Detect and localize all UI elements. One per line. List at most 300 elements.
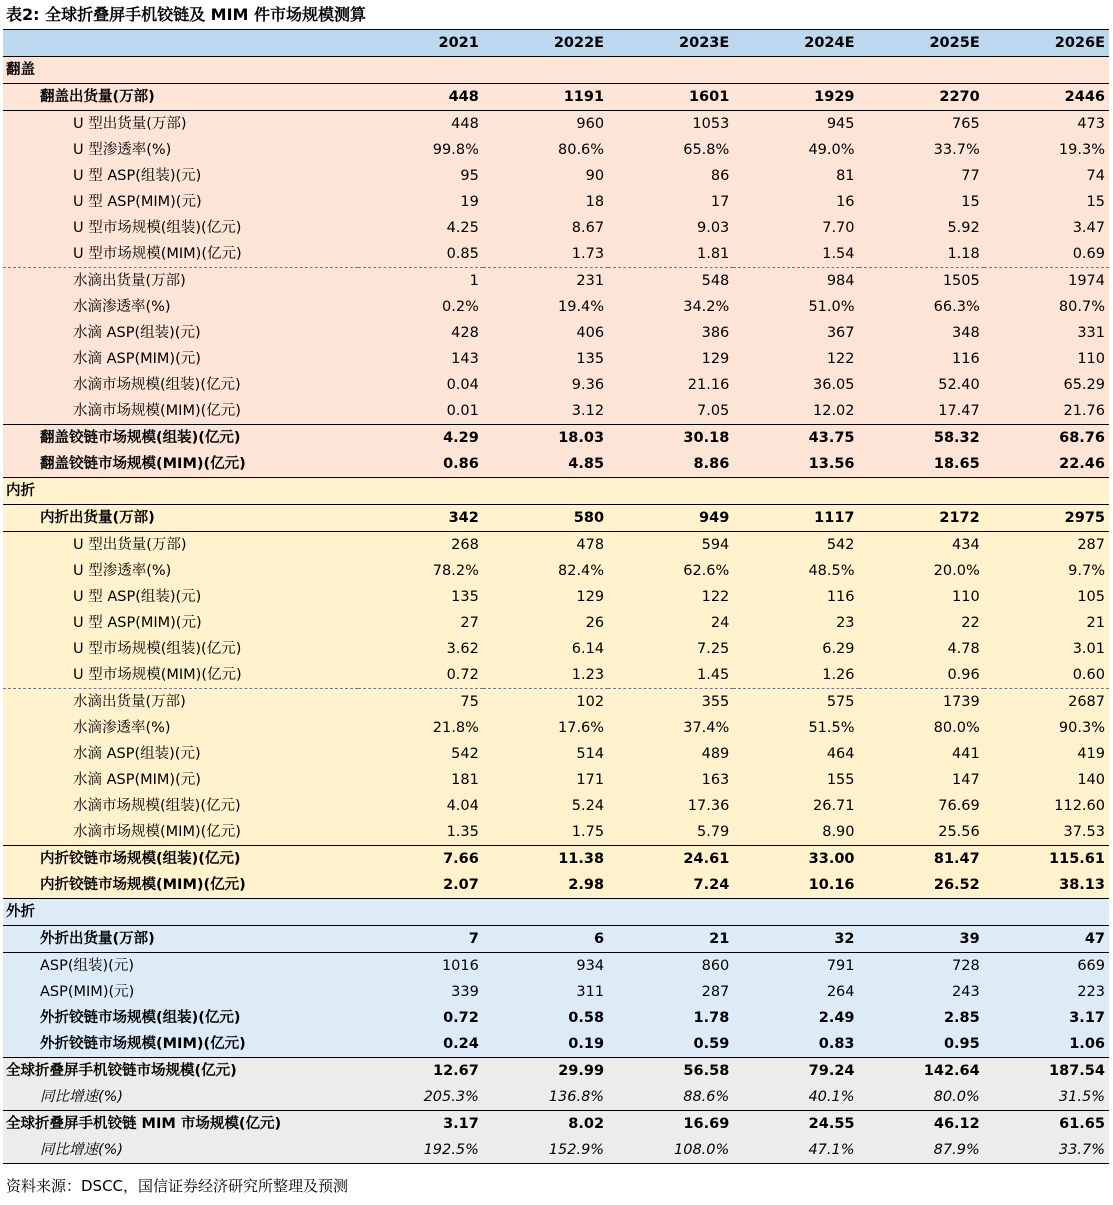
- row-label: 同比增速(%): [3, 1137, 358, 1164]
- table-row: [3, 425, 1109, 452]
- value-cell: 20.0%: [859, 558, 984, 584]
- value-cell: 0.19: [483, 1031, 608, 1058]
- value-cell: 16: [733, 189, 858, 215]
- value-cell: 264: [733, 979, 858, 1005]
- value-cell: 960: [483, 111, 608, 138]
- value-cell: 12.02: [733, 398, 858, 425]
- value-cell: 580: [483, 505, 608, 532]
- table-row: [3, 532, 1109, 559]
- table-row: [3, 1031, 1109, 1058]
- value-cell: 52.40: [859, 372, 984, 398]
- value-cell: 163: [608, 767, 733, 793]
- value-cell: 116: [733, 584, 858, 610]
- value-cell: 155: [733, 767, 858, 793]
- value-cell: 4.85: [483, 451, 608, 478]
- value-cell: 448: [358, 84, 483, 111]
- value-cell: 8.02: [483, 1111, 608, 1138]
- value-cell: 43.75: [733, 425, 858, 452]
- value-cell: 4.78: [859, 636, 984, 662]
- value-cell: 0.95: [859, 1031, 984, 1058]
- value-cell: 65.8%: [608, 137, 733, 163]
- value-cell: 21: [608, 926, 733, 953]
- row-label: 水滴市场规模(MIM)(亿元): [3, 398, 358, 425]
- value-cell: [859, 478, 984, 505]
- value-cell: 51.0%: [733, 294, 858, 320]
- header-year: 2026E: [984, 30, 1109, 57]
- table-row: [3, 1005, 1109, 1031]
- value-cell: 0.69: [984, 241, 1109, 268]
- value-cell: 331: [984, 320, 1109, 346]
- value-cell: 0.96: [859, 662, 984, 689]
- value-cell: 46.12: [859, 1111, 984, 1138]
- value-cell: 24: [608, 610, 733, 636]
- table-row: [3, 1111, 1109, 1138]
- value-cell: 74: [984, 163, 1109, 189]
- row-label: 水滴市场规模(MIM)(亿元): [3, 819, 358, 846]
- value-cell: 108.0%: [608, 1137, 733, 1164]
- value-cell: [608, 57, 733, 84]
- value-cell: 2.98: [483, 872, 608, 899]
- table-row: [3, 215, 1109, 241]
- value-cell: 1.54: [733, 241, 858, 268]
- market-size-table: [3, 29, 1109, 1164]
- value-cell: 122: [608, 584, 733, 610]
- row-label: U 型出货量(万部): [3, 532, 358, 559]
- value-cell: 419: [984, 741, 1109, 767]
- value-cell: 25.56: [859, 819, 984, 846]
- row-label: ASP(组装)(元): [3, 953, 358, 980]
- value-cell: 47: [984, 926, 1109, 953]
- row-label: 水滴市场规模(组装)(亿元): [3, 793, 358, 819]
- table-row: [3, 84, 1109, 111]
- value-cell: 80.0%: [859, 715, 984, 741]
- value-cell: 1191: [483, 84, 608, 111]
- value-cell: 22.46: [984, 451, 1109, 478]
- value-cell: 1016: [358, 953, 483, 980]
- value-cell: 2270: [859, 84, 984, 111]
- value-cell: [608, 899, 733, 926]
- value-cell: 0.85: [358, 241, 483, 268]
- value-cell: 110: [859, 584, 984, 610]
- row-label: U 型 ASP(MIM)(元): [3, 189, 358, 215]
- header-year: 2025E: [859, 30, 984, 57]
- value-cell: 0.58: [483, 1005, 608, 1031]
- value-cell: 0.83: [733, 1031, 858, 1058]
- value-cell: 339: [358, 979, 483, 1005]
- value-cell: 6: [483, 926, 608, 953]
- value-cell: 860: [608, 953, 733, 980]
- value-cell: 2.49: [733, 1005, 858, 1031]
- value-cell: 48.5%: [733, 558, 858, 584]
- row-label: 水滴渗透率(%): [3, 294, 358, 320]
- row-label: 水滴出货量(万部): [3, 689, 358, 716]
- row-label: 水滴渗透率(%): [3, 715, 358, 741]
- value-cell: 61.65: [984, 1111, 1109, 1138]
- value-cell: 135: [483, 346, 608, 372]
- value-cell: 68.76: [984, 425, 1109, 452]
- value-cell: 0.04: [358, 372, 483, 398]
- value-cell: 23: [733, 610, 858, 636]
- value-cell: 575: [733, 689, 858, 716]
- value-cell: 18.65: [859, 451, 984, 478]
- value-cell: 79.24: [733, 1058, 858, 1085]
- value-cell: 39: [859, 926, 984, 953]
- value-cell: 287: [608, 979, 733, 1005]
- row-label: 内折铰链市场规模(组装)(亿元): [3, 846, 358, 873]
- section-row: [3, 478, 1109, 505]
- value-cell: 19.4%: [483, 294, 608, 320]
- header-year: 2021: [358, 30, 483, 57]
- value-cell: 1.35: [358, 819, 483, 846]
- value-cell: 464: [733, 741, 858, 767]
- row-label: U 型出货量(万部): [3, 111, 358, 138]
- value-cell: 2.85: [859, 1005, 984, 1031]
- value-cell: 1929: [733, 84, 858, 111]
- value-cell: 21.8%: [358, 715, 483, 741]
- value-cell: 66.3%: [859, 294, 984, 320]
- value-cell: 17: [608, 189, 733, 215]
- value-cell: 7.05: [608, 398, 733, 425]
- value-cell: 81.47: [859, 846, 984, 873]
- value-cell: 32: [733, 926, 858, 953]
- value-cell: 80.0%: [859, 1084, 984, 1111]
- value-cell: 1601: [608, 84, 733, 111]
- value-cell: 140: [984, 767, 1109, 793]
- value-cell: 18: [483, 189, 608, 215]
- value-cell: [483, 57, 608, 84]
- value-cell: 1505: [859, 268, 984, 295]
- row-label: 翻盖出货量(万部): [3, 84, 358, 111]
- value-cell: 21: [984, 610, 1109, 636]
- value-cell: 1.75: [483, 819, 608, 846]
- row-label: U 型市场规模(MIM)(亿元): [3, 662, 358, 689]
- value-cell: 2687: [984, 689, 1109, 716]
- value-cell: 87.9%: [859, 1137, 984, 1164]
- value-cell: 478: [483, 532, 608, 559]
- value-cell: 3.47: [984, 215, 1109, 241]
- value-cell: 0.72: [358, 1005, 483, 1031]
- value-cell: 110: [984, 346, 1109, 372]
- value-cell: 17.36: [608, 793, 733, 819]
- value-cell: 428: [358, 320, 483, 346]
- value-cell: 1.73: [483, 241, 608, 268]
- value-cell: 80.7%: [984, 294, 1109, 320]
- value-cell: 99.8%: [358, 137, 483, 163]
- value-cell: 12.67: [358, 1058, 483, 1085]
- row-label: U 型 ASP(组装)(元): [3, 584, 358, 610]
- row-label: ASP(MIM)(元): [3, 979, 358, 1005]
- row-label: U 型渗透率(%): [3, 137, 358, 163]
- value-cell: 542: [358, 741, 483, 767]
- value-cell: 342: [358, 505, 483, 532]
- value-cell: 78.2%: [358, 558, 483, 584]
- value-cell: 287: [984, 532, 1109, 559]
- table-row: [3, 819, 1109, 846]
- value-cell: 355: [608, 689, 733, 716]
- value-cell: 3.01: [984, 636, 1109, 662]
- row-label: 全球折叠屏手机铰链市场规模(亿元): [3, 1058, 358, 1085]
- value-cell: [358, 57, 483, 84]
- row-label: 水滴 ASP(组装)(元): [3, 741, 358, 767]
- value-cell: 31.5%: [984, 1084, 1109, 1111]
- value-cell: 8.90: [733, 819, 858, 846]
- value-cell: 1.78: [608, 1005, 733, 1031]
- value-cell: 37.53: [984, 819, 1109, 846]
- table-row: [3, 189, 1109, 215]
- row-label: 内折铰链市场规模(MIM)(亿元): [3, 872, 358, 899]
- value-cell: 9.03: [608, 215, 733, 241]
- value-cell: 136.8%: [483, 1084, 608, 1111]
- value-cell: 147: [859, 767, 984, 793]
- value-cell: [859, 899, 984, 926]
- value-cell: 129: [483, 584, 608, 610]
- table-row: [3, 1084, 1109, 1111]
- value-cell: 13.56: [733, 451, 858, 478]
- value-cell: 5.92: [859, 215, 984, 241]
- value-cell: 171: [483, 767, 608, 793]
- row-label: U 型市场规模(组装)(亿元): [3, 636, 358, 662]
- value-cell: 33.7%: [984, 1137, 1109, 1164]
- value-cell: 30.18: [608, 425, 733, 452]
- row-label: 全球折叠屏手机铰链 MIM 市场规模(亿元): [3, 1111, 358, 1138]
- value-cell: 58.32: [859, 425, 984, 452]
- table-body: [3, 57, 1109, 1164]
- value-cell: 26.52: [859, 872, 984, 899]
- value-cell: [358, 899, 483, 926]
- value-cell: 223: [984, 979, 1109, 1005]
- value-cell: 1.18: [859, 241, 984, 268]
- value-cell: 1.45: [608, 662, 733, 689]
- table-row: [3, 662, 1109, 689]
- value-cell: 243: [859, 979, 984, 1005]
- row-label: U 型渗透率(%): [3, 558, 358, 584]
- value-cell: 1.06: [984, 1031, 1109, 1058]
- value-cell: 47.1%: [733, 1137, 858, 1164]
- value-cell: 434: [859, 532, 984, 559]
- value-cell: [358, 478, 483, 505]
- table-row: [3, 505, 1109, 532]
- row-label: U 型市场规模(组装)(亿元): [3, 215, 358, 241]
- value-cell: 16.69: [608, 1111, 733, 1138]
- table-row: [3, 689, 1109, 716]
- table-row: [3, 793, 1109, 819]
- table-row: [3, 372, 1109, 398]
- value-cell: [733, 57, 858, 84]
- value-cell: 17.6%: [483, 715, 608, 741]
- value-cell: 1117: [733, 505, 858, 532]
- table-row: [3, 767, 1109, 793]
- table-row: [3, 584, 1109, 610]
- value-cell: 2446: [984, 84, 1109, 111]
- table-row: [3, 846, 1109, 873]
- value-cell: 11.38: [483, 846, 608, 873]
- value-cell: 1739: [859, 689, 984, 716]
- value-cell: 65.29: [984, 372, 1109, 398]
- value-cell: 129: [608, 346, 733, 372]
- value-cell: 669: [984, 953, 1109, 980]
- value-cell: 10.16: [733, 872, 858, 899]
- value-cell: 33.7%: [859, 137, 984, 163]
- table-row: [3, 1058, 1109, 1085]
- header-label-cell: [3, 30, 358, 57]
- table-header-row: [3, 30, 1109, 57]
- value-cell: 15: [859, 189, 984, 215]
- row-label: U 型市场规模(MIM)(亿元): [3, 241, 358, 268]
- value-cell: 62.6%: [608, 558, 733, 584]
- value-cell: 187.54: [984, 1058, 1109, 1085]
- value-cell: 2.07: [358, 872, 483, 899]
- row-label: 水滴 ASP(MIM)(元): [3, 346, 358, 372]
- value-cell: [483, 899, 608, 926]
- value-cell: 77: [859, 163, 984, 189]
- value-cell: [984, 57, 1109, 84]
- source-note: 资料来源：DSCC，国信证券经济研究所整理及预测: [6, 1177, 349, 1195]
- value-cell: 1: [358, 268, 483, 295]
- value-cell: [984, 478, 1109, 505]
- row-label: 翻盖铰链市场规模(组装)(亿元): [3, 425, 358, 452]
- value-cell: 0.60: [984, 662, 1109, 689]
- table-row: [3, 111, 1109, 138]
- value-cell: 75: [358, 689, 483, 716]
- value-cell: 181: [358, 767, 483, 793]
- value-cell: 3.17: [984, 1005, 1109, 1031]
- table-row: [3, 163, 1109, 189]
- header-year: 2022E: [483, 30, 608, 57]
- table-row: [3, 715, 1109, 741]
- value-cell: 24.61: [608, 846, 733, 873]
- row-label: U 型 ASP(组装)(元): [3, 163, 358, 189]
- header-year: 2023E: [608, 30, 733, 57]
- table-row: [3, 953, 1109, 980]
- row-label: 水滴 ASP(MIM)(元): [3, 767, 358, 793]
- value-cell: 76.69: [859, 793, 984, 819]
- value-cell: 105: [984, 584, 1109, 610]
- value-cell: 22: [859, 610, 984, 636]
- table-row: [3, 979, 1109, 1005]
- value-cell: 21.16: [608, 372, 733, 398]
- table-row: [3, 741, 1109, 767]
- value-cell: 1.26: [733, 662, 858, 689]
- table-row: [3, 926, 1109, 953]
- value-cell: 26: [483, 610, 608, 636]
- value-cell: 19.3%: [984, 137, 1109, 163]
- value-cell: 3.17: [358, 1111, 483, 1138]
- value-cell: 514: [483, 741, 608, 767]
- table-row: [3, 558, 1109, 584]
- value-cell: 4.04: [358, 793, 483, 819]
- value-cell: 7.70: [733, 215, 858, 241]
- value-cell: 473: [984, 111, 1109, 138]
- value-cell: 81: [733, 163, 858, 189]
- value-cell: 791: [733, 953, 858, 980]
- value-cell: 90: [483, 163, 608, 189]
- value-cell: 49.0%: [733, 137, 858, 163]
- row-label: 内折: [3, 478, 358, 505]
- value-cell: 594: [608, 532, 733, 559]
- section-row: [3, 57, 1109, 84]
- row-label: 同比增速(%): [3, 1084, 358, 1111]
- value-cell: 38.13: [984, 872, 1109, 899]
- value-cell: 441: [859, 741, 984, 767]
- row-label: 外折出货量(万部): [3, 926, 358, 953]
- value-cell: 2172: [859, 505, 984, 532]
- value-cell: 122: [733, 346, 858, 372]
- value-cell: 143: [358, 346, 483, 372]
- value-cell: 542: [733, 532, 858, 559]
- value-cell: 1974: [984, 268, 1109, 295]
- value-cell: 0.72: [358, 662, 483, 689]
- value-cell: 0.01: [358, 398, 483, 425]
- value-cell: 984: [733, 268, 858, 295]
- value-cell: 5.79: [608, 819, 733, 846]
- value-cell: [859, 57, 984, 84]
- value-cell: 0.86: [358, 451, 483, 478]
- table-row: [3, 137, 1109, 163]
- value-cell: 0.2%: [358, 294, 483, 320]
- value-cell: 26.71: [733, 793, 858, 819]
- value-cell: 7.66: [358, 846, 483, 873]
- value-cell: 17.47: [859, 398, 984, 425]
- value-cell: 34.2%: [608, 294, 733, 320]
- section-row: [3, 899, 1109, 926]
- row-label: 水滴 ASP(组装)(元): [3, 320, 358, 346]
- table-row: [3, 872, 1109, 899]
- value-cell: 7.24: [608, 872, 733, 899]
- value-cell: 6.14: [483, 636, 608, 662]
- value-cell: 27: [358, 610, 483, 636]
- value-cell: 95: [358, 163, 483, 189]
- row-label: 水滴出货量(万部): [3, 268, 358, 295]
- value-cell: 0.24: [358, 1031, 483, 1058]
- value-cell: 4.29: [358, 425, 483, 452]
- value-cell: 8.67: [483, 215, 608, 241]
- value-cell: 6.29: [733, 636, 858, 662]
- value-cell: 88.6%: [608, 1084, 733, 1111]
- value-cell: 3.12: [483, 398, 608, 425]
- table-row: [3, 346, 1109, 372]
- value-cell: 7: [358, 926, 483, 953]
- value-cell: 9.36: [483, 372, 608, 398]
- value-cell: 489: [608, 741, 733, 767]
- value-cell: 56.58: [608, 1058, 733, 1085]
- value-cell: 51.5%: [733, 715, 858, 741]
- value-cell: 231: [483, 268, 608, 295]
- row-label: 外折铰链市场规模(组装)(亿元): [3, 1005, 358, 1031]
- table-row: [3, 636, 1109, 662]
- value-cell: 728: [859, 953, 984, 980]
- value-cell: 1.81: [608, 241, 733, 268]
- value-cell: 24.55: [733, 1111, 858, 1138]
- value-cell: [608, 478, 733, 505]
- value-cell: [733, 478, 858, 505]
- value-cell: [483, 478, 608, 505]
- row-label: 翻盖铰链市场规模(MIM)(亿元): [3, 451, 358, 478]
- value-cell: 19: [358, 189, 483, 215]
- value-cell: 40.1%: [733, 1084, 858, 1111]
- value-cell: 0.59: [608, 1031, 733, 1058]
- table-row: [3, 1137, 1109, 1164]
- value-cell: 548: [608, 268, 733, 295]
- value-cell: 367: [733, 320, 858, 346]
- value-cell: 116: [859, 346, 984, 372]
- row-label: 翻盖: [3, 57, 358, 84]
- value-cell: 86: [608, 163, 733, 189]
- value-cell: 765: [859, 111, 984, 138]
- value-cell: 102: [483, 689, 608, 716]
- value-cell: 4.25: [358, 215, 483, 241]
- table-title: 表2: 全球折叠屏手机铰链及 MIM 件市场规模测算: [6, 5, 367, 24]
- value-cell: 152.9%: [483, 1137, 608, 1164]
